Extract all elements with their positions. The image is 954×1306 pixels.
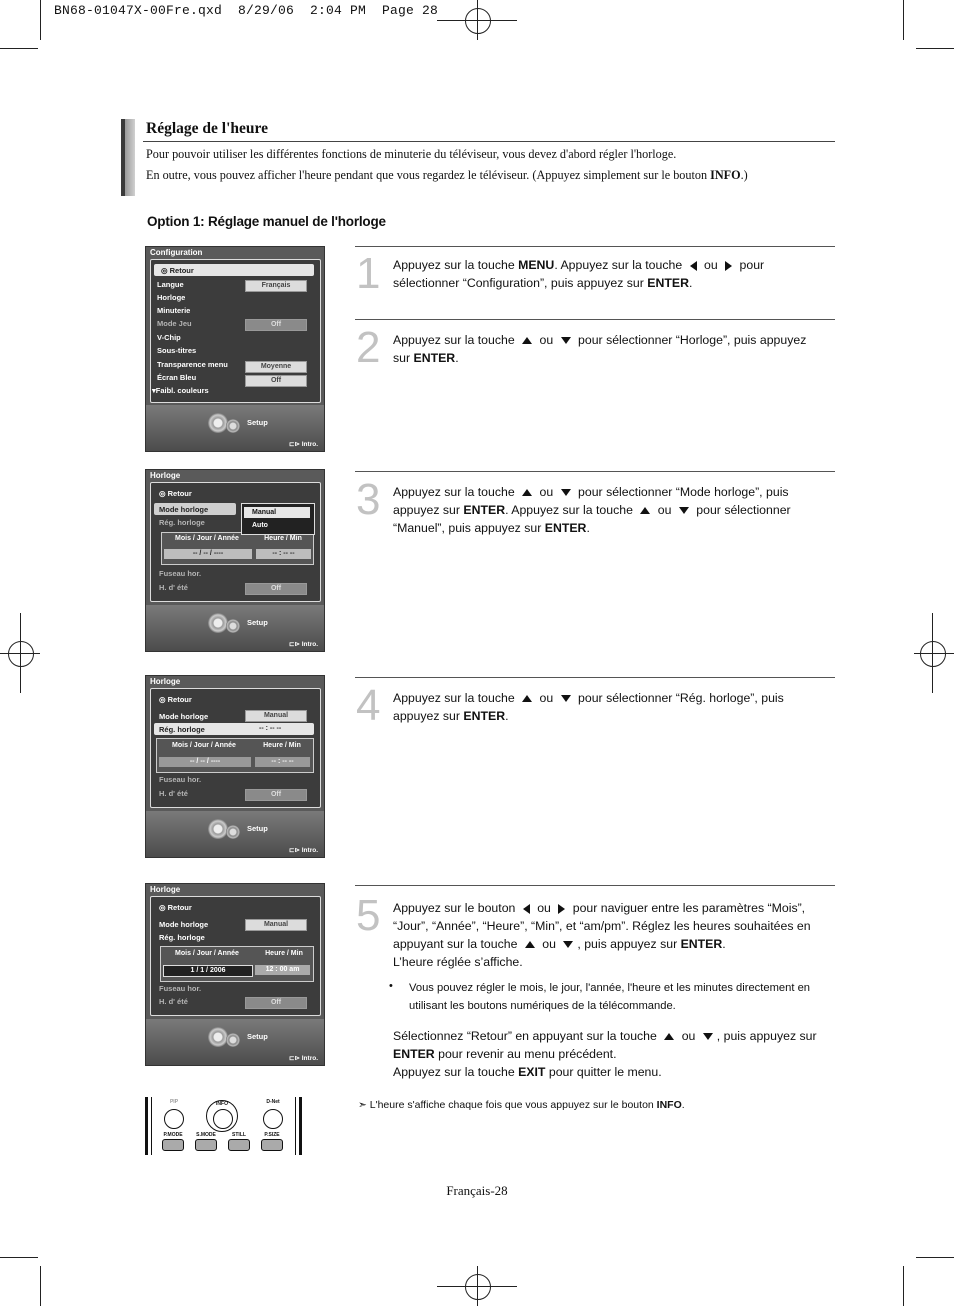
section-bar: [121, 119, 135, 196]
menu-item-transparence[interactable]: Transparence menu: [157, 360, 228, 369]
info-button[interactable]: [213, 1109, 233, 1129]
step-number: 1: [356, 249, 381, 298]
screen-footer: [146, 1019, 324, 1065]
menu-item-reg-horloge[interactable]: Rég. horloge: [159, 725, 205, 734]
time-value[interactable]: 12 : 00 am: [255, 965, 310, 975]
down-arrow-icon: [561, 489, 571, 496]
menu-item-retour[interactable]: ◎ Retour: [159, 695, 192, 704]
menu-item-minuterie[interactable]: Minuterie: [157, 306, 191, 315]
dnet-button[interactable]: [263, 1109, 283, 1129]
remote-illustration: [145, 1097, 302, 1155]
step-3-text: Appuyez sur la touche ou pour sélectionner “Mode horloge”, puis appuyez sur ENTER. Appuyez sur la touche ou pour sélectionner “Manuel”, puis appuyez sur ENTER.: [393, 485, 791, 535]
up-arrow-icon: [664, 1033, 674, 1040]
crop-mark: [903, 0, 904, 40]
date-value[interactable]: 1 / 1 / 2006: [163, 965, 253, 977]
crop-mark: [0, 48, 38, 49]
value-mode-horloge: Manual: [245, 710, 307, 722]
psize-button[interactable]: [261, 1139, 283, 1151]
screen-footer: [146, 605, 324, 651]
crop-mark: [916, 48, 954, 49]
gear-icon: [208, 819, 228, 839]
gear-icon: [226, 825, 240, 839]
menu-item-fuseau[interactable]: Fuseau hor.: [159, 569, 202, 578]
right-arrow-icon: [558, 904, 565, 914]
note-arrow-icon: ➣: [358, 1099, 367, 1111]
gear-icon: [226, 619, 240, 633]
popup-option-auto[interactable]: Auto: [252, 522, 268, 529]
setup-label: Setup: [247, 418, 268, 427]
pmode-label: P.MODE: [163, 1132, 183, 1138]
value-transparence: Moyenne: [245, 361, 307, 373]
setup-label: Setup: [247, 618, 268, 627]
menu-item-horloge[interactable]: Horloge: [157, 293, 186, 302]
down-arrow-icon: [563, 941, 573, 948]
still-button[interactable]: [228, 1139, 250, 1151]
option-title: Option 1: Réglage manuel de l'horloge: [147, 214, 386, 229]
down-arrow-icon: [679, 507, 689, 514]
value-heure-ete: Off: [245, 997, 307, 1009]
date-time-panel: [156, 738, 314, 773]
menu-item-reg-horloge[interactable]: Rég. horloge: [159, 933, 205, 942]
intro-label: ⊏⊳ Intro.: [289, 847, 318, 854]
intro-paragraph-2: En outre, vous pouvez afficher l'heure pendant que vous regardez le téléviseur. (Appuyez simplement sur le bouton INFO.): [146, 168, 748, 182]
bullet-dot: •: [389, 980, 393, 992]
gear-icon: [208, 413, 228, 433]
section-title: Réglage de l'heure: [146, 120, 268, 137]
tv-screen-horloge-set: [145, 883, 325, 1066]
step-4-text: Appuyez sur la touche ou pour sélectionner “Rég. horloge”, puis appuyez sur ENTER.: [393, 691, 784, 723]
menu-item-reg-horloge[interactable]: Rég. horloge: [159, 518, 205, 527]
popup-option-manual[interactable]: Manual: [244, 507, 310, 518]
date-time-panel: [160, 946, 314, 982]
menu-item-heure-ete[interactable]: H. d' été: [159, 997, 188, 1006]
menu-item-heure-ete[interactable]: H. d' été: [159, 583, 188, 592]
screen-footer: [146, 811, 324, 857]
bullet-note: Vous pouvez régler le mois, le jour, l'année, l'heure et les minutes directement en utilisant les boutons numériques de la télécommande.: [409, 982, 811, 1012]
left-arrow-icon: [523, 904, 530, 914]
up-arrow-icon: [522, 489, 532, 496]
intro-label: ⊏⊳ Intro.: [289, 1055, 318, 1062]
setup-label: Setup: [247, 824, 268, 833]
gear-icon: [226, 1033, 240, 1047]
step-number: 4: [356, 681, 381, 730]
step-rule: [355, 677, 835, 678]
value-ecran-bleu: Off: [245, 375, 307, 387]
screen-title: Configuration: [150, 248, 203, 257]
crop-mark: [40, 1266, 41, 1306]
menu-panel: [150, 259, 321, 403]
step-number: 3: [356, 475, 381, 524]
value-langue: Français: [245, 280, 307, 292]
right-arrow-icon: [725, 261, 732, 271]
menu-item-mode-horloge[interactable]: Mode horloge: [159, 920, 209, 929]
crop-mark: [0, 1257, 38, 1258]
step-rule: [355, 885, 835, 886]
screen-title: Horloge: [150, 471, 181, 480]
screen-footer: [146, 405, 324, 451]
time-value[interactable]: -- : -- --: [256, 549, 311, 559]
menu-item-fuseau[interactable]: Fuseau hor.: [159, 984, 202, 993]
step-1-text: Appuyez sur la touche MENU. Appuyez sur la touche ou pour sélectionner “Configuration”, puis appuyez sur ENTER.: [393, 258, 765, 290]
step-5-text: Appuyez sur le bouton ou pour naviguer entre les paramètres “Mois”, “Jour”, “Année”, “Heure”, “Min”, et “am/pm”. Réglez les heures souhaitées en appuyant sur la touche ou , puis appuyez sur ENTER. L’heure réglée s’affiche.: [393, 901, 811, 969]
gear-icon: [208, 613, 228, 633]
crop-mark: [916, 1257, 954, 1258]
menu-item-faibl-couleurs[interactable]: ▾Faibl. couleurs: [152, 386, 209, 395]
menu-item-v-chip[interactable]: V-Chip: [157, 333, 181, 342]
menu-item-ecran-bleu[interactable]: Écran Bleu: [157, 373, 197, 382]
date-value[interactable]: -- / -- / ----: [159, 757, 251, 767]
up-arrow-icon: [522, 695, 532, 702]
smode-button[interactable]: [195, 1139, 217, 1151]
info-note: ➣ L'heure s'affiche chaque fois que vous appuyez sur le bouton INFO.: [358, 1099, 685, 1111]
tv-screen-horloge-reg: [145, 675, 325, 858]
left-arrow-icon: [690, 261, 697, 271]
closing-text: Sélectionnez “Retour” en appuyant sur la touche ou , puis appuyez sur ENTER pour revenir au menu précédent. Appuyez sur la touche EXIT pour quitter le menu.: [393, 1029, 817, 1079]
screen-title: Horloge: [150, 677, 181, 686]
date-time-panel: [161, 532, 314, 565]
gear-icon: [208, 1027, 228, 1047]
date-value[interactable]: -- / -- / ----: [164, 549, 252, 559]
date-column-header: Mois / Jour / Année: [175, 950, 239, 957]
menu-item-retour[interactable]: ◎ Retour: [161, 266, 194, 275]
menu-item-heure-ete[interactable]: H. d' été: [159, 789, 188, 798]
menu-item-mode-jeu[interactable]: Mode Jeu: [157, 319, 192, 328]
menu-panel: [150, 482, 321, 602]
page-number: Français-28: [446, 1183, 508, 1198]
step-number: 2: [356, 323, 381, 372]
menu-panel: [150, 896, 321, 1016]
menu-item-mode-horloge[interactable]: Mode horloge: [159, 712, 209, 721]
mode-popup: [241, 503, 315, 535]
value-heure-ete: Off: [245, 583, 307, 595]
value-mode-jeu: Off: [245, 319, 307, 331]
menu-panel: [150, 688, 321, 808]
value-mode-horloge: Manual: [245, 919, 307, 931]
print-slug: BN68-01047X-00Fre.qxd 8/29/06 2:04 PM Page 28: [54, 3, 439, 18]
step-rule: [355, 319, 835, 320]
up-arrow-icon: [525, 941, 535, 948]
menu-item-langue[interactable]: Langue: [157, 280, 184, 289]
crop-mark: [40, 0, 41, 40]
menu-item-fuseau[interactable]: Fuseau hor.: [159, 775, 202, 784]
dnet-label: D-Net: [266, 1099, 280, 1105]
pip-button[interactable]: [164, 1109, 184, 1129]
tv-screen-configuration: [145, 246, 325, 452]
time-column-header: Heure / Min: [264, 535, 302, 542]
gear-icon: [226, 419, 240, 433]
time-column-header: Heure / Min: [265, 950, 303, 957]
time-column-header: Heure / Min: [263, 742, 301, 749]
crop-mark: [903, 1266, 904, 1306]
step-rule: [355, 471, 835, 472]
menu-item-sous-titres[interactable]: Sous-titres: [157, 346, 197, 355]
up-arrow-icon: [640, 507, 650, 514]
intro-label: ⊏⊳ Intro.: [289, 441, 318, 448]
menu-item-mode-horloge[interactable]: Mode horloge: [159, 505, 209, 514]
reg-horloge-value: -- : -- --: [259, 725, 282, 732]
info-label: INFO: [216, 1101, 228, 1107]
step-2-text: Appuyez sur la touche ou pour sélectionner “Horloge”, puis appuyez sur ENTER.: [393, 333, 807, 365]
tv-screen-horloge-mode: [145, 469, 325, 652]
setup-label: Setup: [247, 1032, 268, 1041]
date-column-header: Mois / Jour / Année: [175, 535, 239, 542]
up-arrow-icon: [522, 337, 532, 344]
down-arrow-icon: [703, 1033, 713, 1040]
menu-item-retour[interactable]: ◎ Retour: [159, 903, 192, 912]
down-arrow-icon: [561, 337, 571, 344]
intro-paragraph-1: Pour pouvoir utiliser les différentes fonctions de minuterie du téléviseur, vous devez d'abord régler l'horloge.: [146, 147, 677, 161]
date-column-header: Mois / Jour / Année: [172, 742, 236, 749]
step-number: 5: [356, 891, 381, 940]
value-heure-ete: Off: [245, 789, 307, 801]
pip-label: PIP: [169, 1099, 179, 1105]
screen-title: Horloge: [150, 885, 181, 894]
step-rule: [355, 246, 835, 247]
section-rule: [143, 141, 835, 142]
menu-item-retour[interactable]: ◎ Retour: [159, 489, 192, 498]
still-label: STILL: [232, 1132, 246, 1138]
psize-label: P.SIZE: [264, 1132, 280, 1138]
pmode-button[interactable]: [162, 1139, 184, 1151]
down-arrow-icon: [561, 695, 571, 702]
intro-label: ⊏⊳ Intro.: [289, 641, 318, 648]
smode-label: S.MODE: [196, 1132, 216, 1138]
time-value[interactable]: -- : -- --: [255, 757, 310, 767]
